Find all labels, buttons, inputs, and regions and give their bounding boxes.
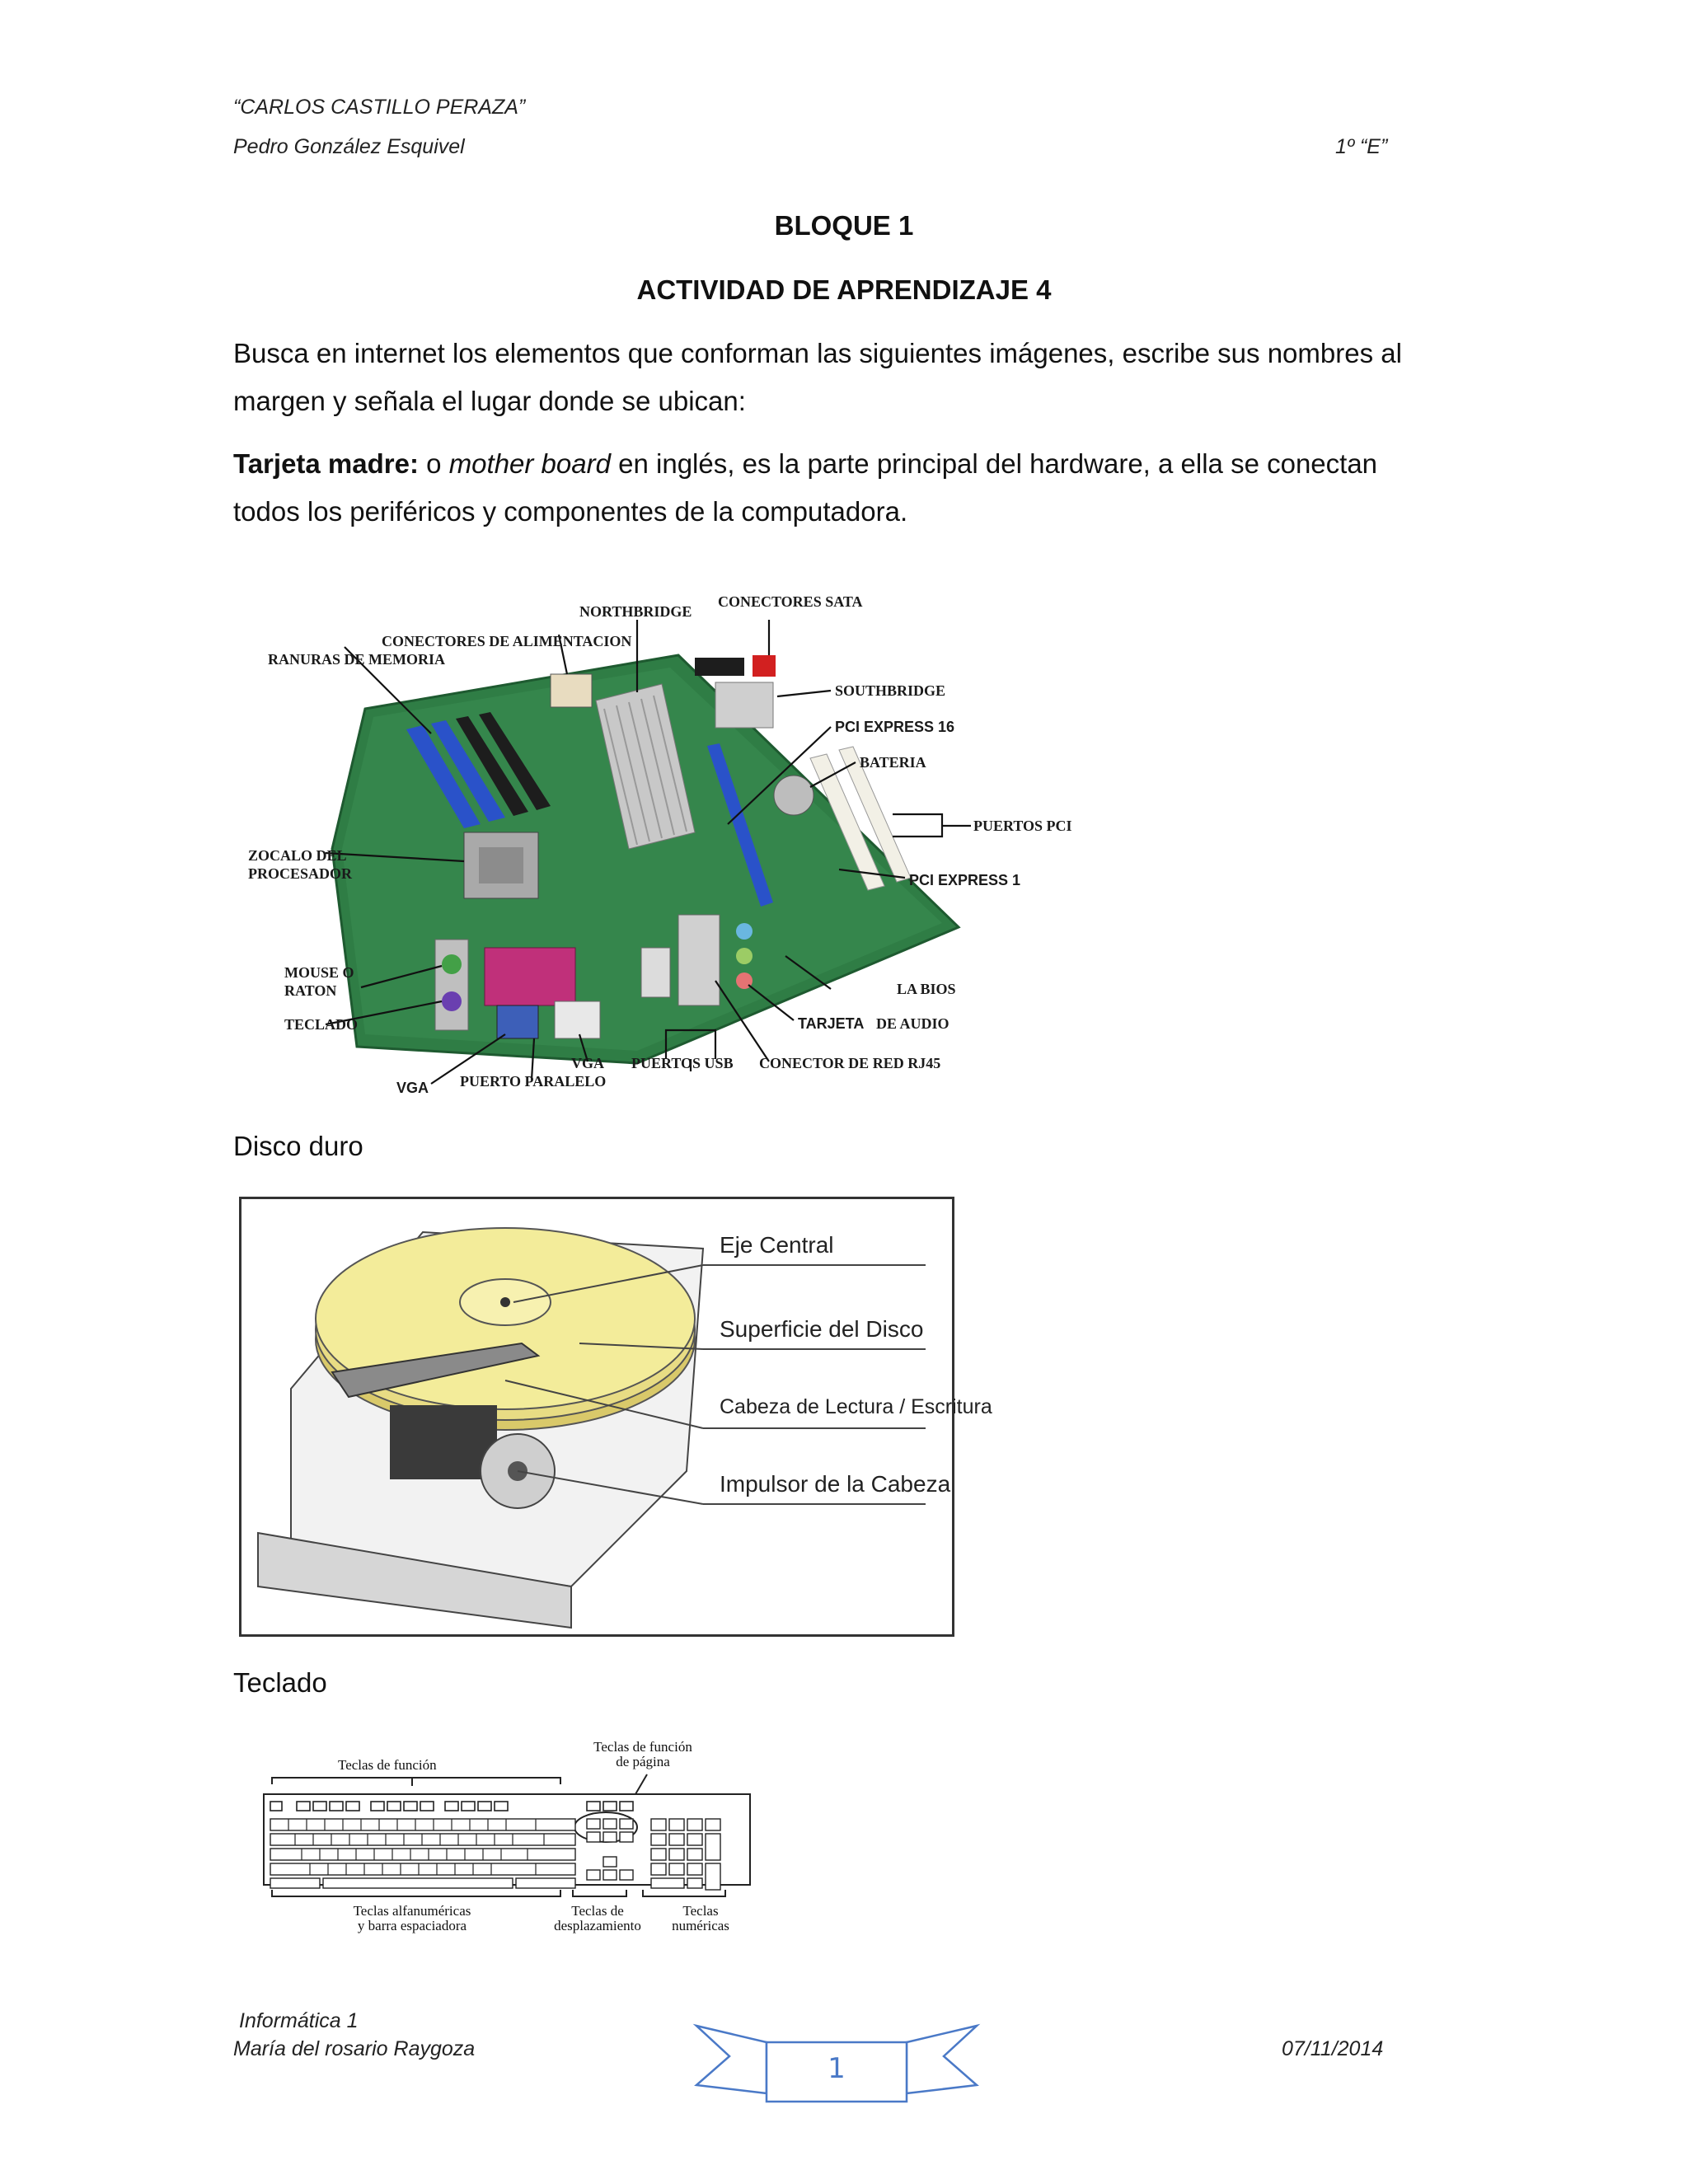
- block-title: [0, 210, 1688, 241]
- label-usb-ports: PUERTOS USB: [631, 1055, 734, 1071]
- label-southbridge: SOUTHBRIDGE: [835, 682, 946, 699]
- label-battery: BATERIA: [860, 754, 926, 771]
- page-number: 1: [828, 2052, 846, 2085]
- label-audio-line1: TARJETA: [798, 1015, 865, 1032]
- kb-label-alphanumeric: [317, 1904, 507, 1933]
- term-english: mother board: [448, 448, 611, 479]
- footer-date: 07/11/2014: [1282, 2037, 1384, 2060]
- text-connector: o: [418, 448, 449, 479]
- header-school: “CARLOS CASTILLO PERAZA”: [233, 96, 526, 119]
- motherboard-figure: [233, 585, 1107, 1104]
- caption-keyboard: Teclado: [233, 1667, 327, 1698]
- label-parallel-port: PUERTO PARALELO: [460, 1073, 607, 1090]
- kb-label-num-line2: numéricas: [672, 1918, 729, 1933]
- kb-label-alpha-line1: Teclas alfanuméricas: [353, 1903, 471, 1919]
- label-pcie1: PCI EXPRESS 1: [909, 872, 1021, 888]
- kb-label-page-line2: de página: [616, 1754, 670, 1769]
- hdd-label-actuator: Impulsor de la Cabeza: [720, 1471, 951, 1497]
- caption-hdd: Disco duro: [233, 1131, 363, 1161]
- hdd-label-head: Cabeza de Lectura / Escritura: [720, 1395, 992, 1418]
- kb-label-num-line1: Teclas: [682, 1903, 719, 1919]
- label-mouse-line1: MOUSE O: [284, 964, 354, 981]
- term-motherboard: Tarjeta madre:: [233, 448, 419, 479]
- label-northbridge: NORTHBRIDGE: [579, 603, 692, 620]
- footer-teacher: María del rosario Raygoza: [233, 2037, 476, 2060]
- label-power-connectors: CONECTORES DE ALIMENTACION: [382, 633, 632, 649]
- label-sata: CONECTORES SATA: [718, 593, 863, 610]
- label-pci-ports: PUERTOS PCI: [973, 818, 1072, 834]
- label-vga-right: VGA: [571, 1055, 604, 1071]
- kb-label-navigation: [540, 1904, 655, 1933]
- label-pcie16: PCI EXPRESS 16: [835, 719, 955, 735]
- block-title-text: BLOQUE 1: [774, 210, 914, 241]
- label-socket-line1: ZOCALO DEL: [248, 847, 347, 864]
- kb-label-alpha-line2: y barra espaciadora: [357, 1918, 467, 1933]
- motherboard-paragraph: [233, 440, 1437, 536]
- hdd-label-axis: Eje Central: [720, 1232, 834, 1258]
- label-vga-left: VGA: [396, 1080, 429, 1096]
- header-student: Pedro González Esquivel: [233, 135, 465, 158]
- hdd-label-surface: Superficie del Disco: [720, 1316, 924, 1342]
- instructions-paragraph: Busca en internet los elementos que conforman las siguientes imágenes, escribe sus nombres al margen y señala el lugar donde se ubican:: [233, 338, 1402, 416]
- kb-label-nav-line2: desplazamiento: [554, 1918, 641, 1933]
- footer-subject: Informática 1: [239, 2009, 359, 2032]
- label-socket-line2: PROCESADOR: [248, 865, 353, 882]
- keyboard-figure: [256, 1727, 767, 1949]
- label-keyboard-port: TECLADO: [284, 1016, 359, 1033]
- activity-title: ACTIVIDAD DE APRENDIZAJE 4: [636, 274, 1052, 305]
- label-rj45: CONECTOR DE RED RJ45: [759, 1055, 941, 1071]
- kb-label-nav-line1: Teclas de: [571, 1903, 624, 1919]
- label-bios: LA BIOS: [897, 981, 956, 997]
- header-group: 1º “E”: [1335, 135, 1388, 158]
- page-number-banner: [692, 2019, 981, 2110]
- label-audio-line2: DE AUDIO: [876, 1015, 950, 1032]
- text-rest: en inglés, es la parte principal del hardware, a ella se conectan todos los periféricos y componentes de la computadora.: [233, 448, 1378, 527]
- hdd-figure: [239, 1197, 992, 1637]
- label-memory-slots: RANURAS DE MEMORIA: [268, 651, 445, 668]
- label-mouse-line2: RATON: [284, 982, 337, 999]
- kb-label-numeric: [659, 1904, 742, 1933]
- kb-label-function: Teclas de función: [338, 1757, 437, 1773]
- kb-label-page-line1: Teclas de función: [593, 1739, 692, 1755]
